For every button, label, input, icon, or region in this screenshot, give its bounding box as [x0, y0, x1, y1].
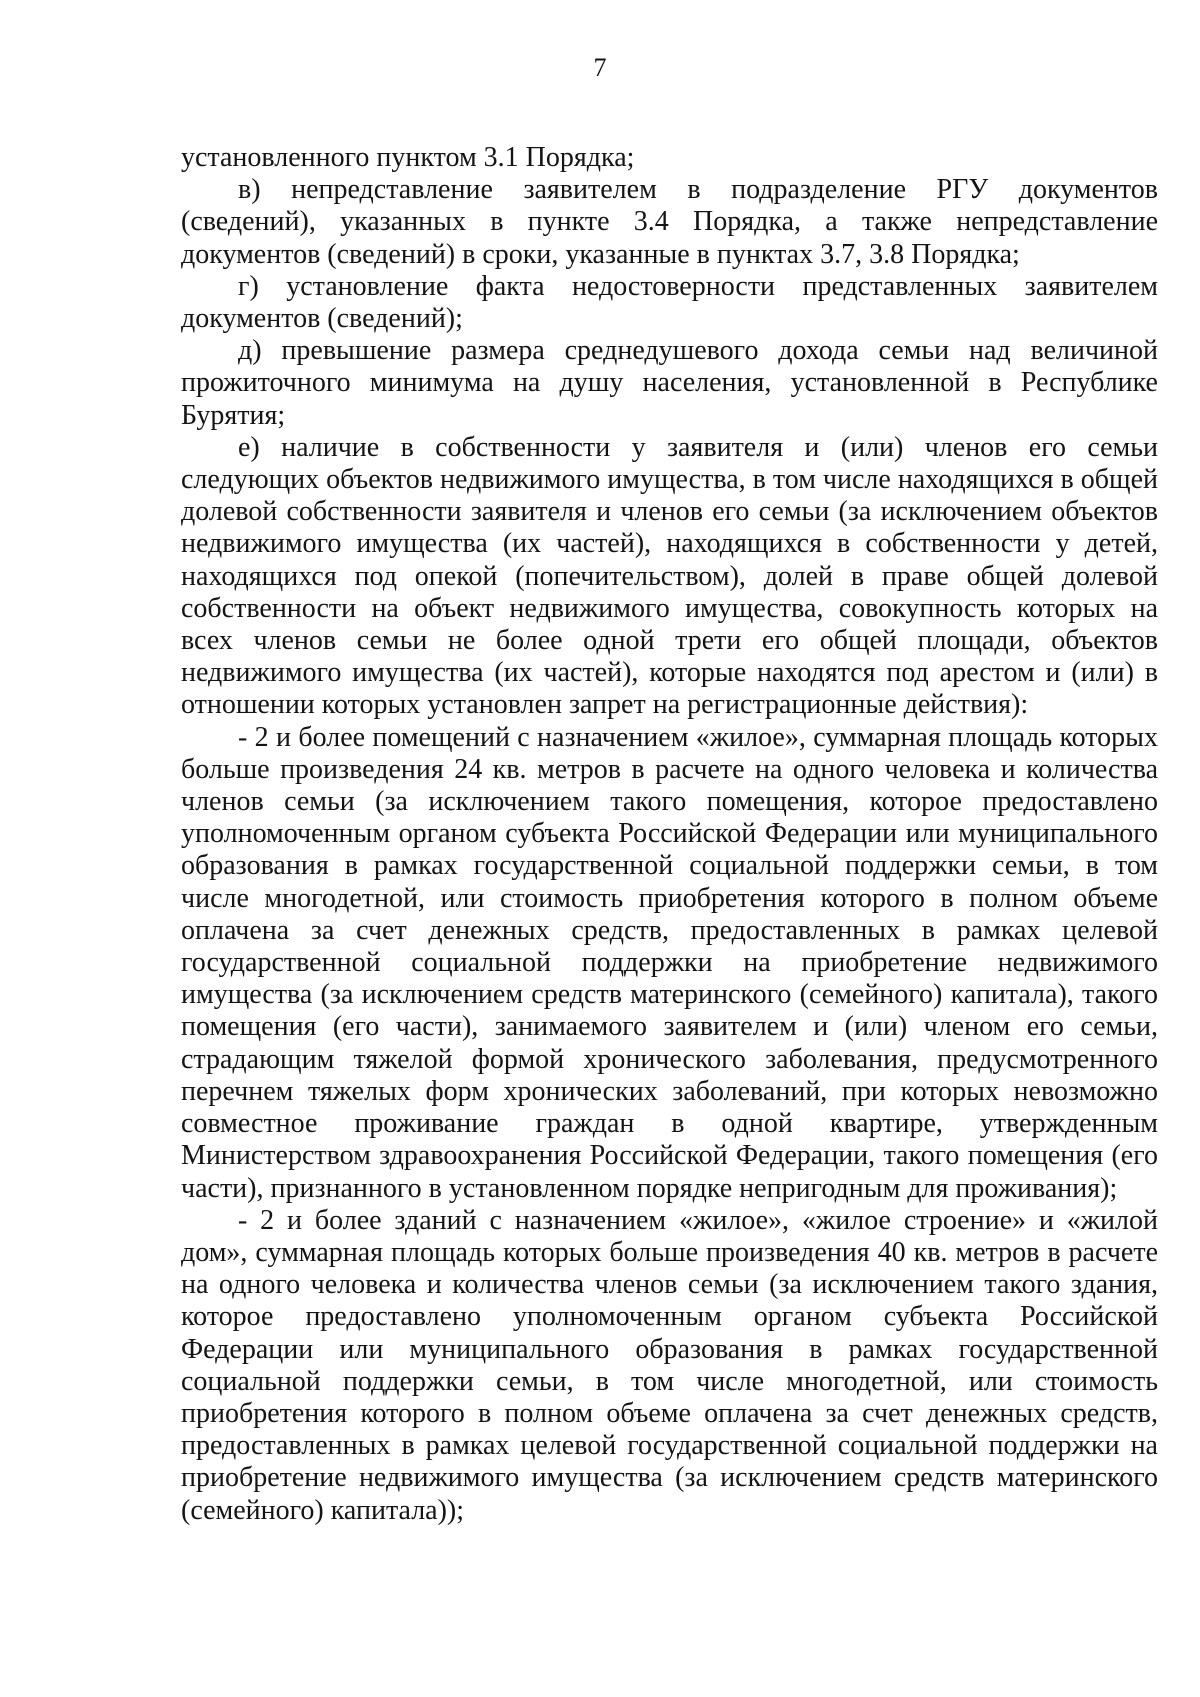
- paragraph-dash-premises: - 2 и более помещений с назначением «жилое», суммарная площадь которых больше произведения 24 кв. метров в расчете на одного человека и количества членов семьи (за исключением такого помещения, которое предоставлено уполномоченным органом субъекта Российской Федерации или муниципального образования в рамках государственной социальной поддержки семьи, в том числе многодетной, или стоимость приобретения которого в полном объеме оплачена за счет денежных средств, предоставленных в рамках целевой государственной социальной поддержки на приобретение недвижимого имущества (за исключением средств материнского (семейного) капитала), такого помещения (его части), занимаемого заявителем и (или) членом его семьи, страдающим тяжелой формой хронического заболевания, предусмотренного перечнем тяжелых форм хронических заболеваний, при которых невозможно совместное проживание граждан в одной квартире, утвержденным Министерством здравоохранения Российской Федерации, такого помещения (его части), признанного в установленном порядке непригодным для проживания);: [181, 721, 1158, 1204]
- page-number: 7: [593, 53, 607, 82]
- document-body: [181, 142, 1158, 1527]
- paragraph-item-g: г) установление факта недостоверности представленных заявителем документов (сведений);: [181, 270, 1158, 335]
- paragraph-continuation: установленного пунктом 3.1 Порядка;: [181, 142, 635, 173]
- paragraph-item-e: е) наличие в собственности у заявителя и (или) членов его семьи следующих объектов недвижимого имущества, в том числе находящихся в общей долевой собственности заявителя и членов его семьи (за исключением объектов недвижимого имущества (их частей), находящихся в собственности у детей, находящихся под опекой (попечительством), долей в праве общей долевой собственности на объект недвижимого имущества, совокупность которых на всех членов семьи не более одной трети его общей площади, объектов недвижимого имущества (их частей), которые находятся под арестом и (или) в отношении которых установлен запрет на регистрационные действия):: [181, 431, 1158, 721]
- paragraph-dash-buildings: - 2 и более зданий с назначением «жилое», «жилое строение» и «жилой дом», суммарная площадь которых больше произведения 40 кв. метров в расчете на одного человека и количества членов семьи (за исключением такого здания, которое предоставлено уполномоченным органом субъекта Российской Федерации или муниципального образования в рамках государственной социальной поддержки семьи, в том числе многодетной, или стоимость приобретения которого в полном объеме оплачена за счет денежных средств, предоставленных в рамках целевой государственной социальной поддержки на приобретение недвижимого имущества (за исключением средств материнского (семейного) капитала));: [181, 1204, 1158, 1526]
- paragraph-item-d: д) превышение размера среднедушевого дохода семьи над величиной прожиточного минимума на душу населения, установленной в Республике Бурятия;: [181, 335, 1158, 431]
- paragraph-item-v: в) непредставление заявителем в подразделение РГУ документов (сведений), указанных в пункте 3.4 Порядка, а также непредставление документов (сведений) в сроки, указанные в пунктах 3.7, 3.8 Порядка;: [181, 174, 1158, 270]
